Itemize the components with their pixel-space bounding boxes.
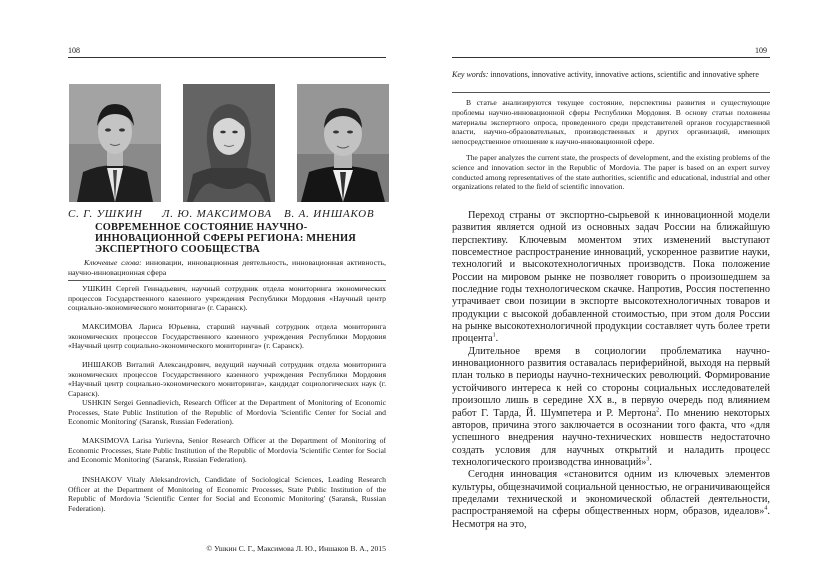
footnote-ref-3: 3 [646,456,650,463]
page-number-left: 108 [68,46,80,55]
author-photo-ushkin [69,84,161,202]
portrait-man-2-icon [297,84,389,202]
keywords-ru-label: Ключевые слова: [84,258,142,267]
bio-ushkin-ru: УШКИН Сергей Геннадьевич, научный сотрудник отдела мониторинга экономических процессов Государственного казенного учреждения Республики Мордовия «Научный центр социально-экономического мониторинга» (г. Саранск). [68,284,386,313]
abstract-en: The paper analyzes the current state, the prospects of development, and the existing problems of the science and innovation sector in the Republic of Mordovia. The paper is based on an expert survey conducted among representatives of the state authorities, scientific and educational, industrial and other organizations related to the field of scientific innovation. [452,153,770,192]
footnote-ref-4: 4 [764,505,768,512]
author-photo-inshakov [297,84,389,202]
copyright: © Ушкин С. Г., Максимова Л. Ю., Иншаков В. А., 2015 [206,544,386,553]
body-paragraph-3-text: Сегодня инновация «становится одним из ключевых элементов культуры, общезначимой социальной ценностью, не ограничивающейся пределами технической и экономической областей деятельности, распространяемой на сферы общественных норм, образов, идеалов» [452,469,770,518]
page-number-right: 109 [755,46,767,55]
keywords-en-label: Key words: [452,70,489,79]
keywords-ru-text: инновации, инновационная деятельность, инновационная активность, научно-инновационная сфера [68,258,386,277]
keywords-en [452,70,770,80]
bio-inshakov-en: INSHAKOV Vitaly Aleksandrovich, Candidate of Sociological Sciences, Leading Research Officer at the Department of Monitoring of Economic Processes, State Public Institution of the Republic of Mordovia 'Scientific Center for Social and Economic Monitoring' (Saransk, Russian Federation). [68,475,386,514]
author-name-maksimova: Л. Ю. МАКСИМОВА [162,208,272,220]
header-rule-left [68,57,386,58]
body-paragraph-1: Переход страны от экспортно-сырьевой к инновационной модели развития является одной из основных задач России на ближайшую перспективу. Ключевым моментом этих изменений выступают повсеместное распространение инноваций, ускоренное развитие науки, технологий и высокотехнологичных производств. Пока положение России на мировом рынке не позволяет говорить о произошедшем за последние годы технологическом скачке. Напротив, Россия постепенно утрачивает свои позиции в экспорте высокотехнологичных товаров и продукции с высокой добавленной стоимостью, при этом доля России на рынке высокотехнологичной продукции составляет чуть более трети процента$^1$. [452,210,770,345]
keywords-en-text: innovations, innovative activity, innovative actions, scientific and innovative sphere [488,70,759,79]
body-paragraph-2-text: Длительное время в социологии проблематика научно-инновационного развития оставалась периферийной, выходя на первый план только в периоды научно-технических революций. Формирование устойчивого интереса к ней со стороны социальных исследователей произошло лишь в середине XX в., в первую очередь под влиянием работ Г. Тарда, Й. Шумпетера и Р. Мертона [452,345,770,419]
footnote-ref-1: 1 [492,333,496,340]
article-body [452,210,770,531]
keywords-ru [68,258,386,278]
bio-ushkin-en: USHKIN Sergei Gennadievich, Research Officer at the Department of Monitoring of Economic Processes, State Public Institution of the Republic of Mordovia 'Scientific Center for Social and Economic Monitoring' (Saransk, Russian Federation). [68,398,386,427]
abstract-ru: В статье анализируются текущее состояние, перспективы развития и существующие проблемы научно-инновационной сферы Республики Мордовия. В основу статьи положены материалы экспертного опроса, проведенного среди представителей органов государственной власти, научно-образовательных, производственных и других организаций, имеющих непосредственное отношение к научно-инновационной сфере. [452,98,770,147]
body-paragraph-2-text-b: . По мнению некоторых авторов, причина этого заключается в осознании того факта, что «для успешного внедрения научно-технических новшеств недостаточно создать условия для научных открытий и наладить процесс технологического производства инноваций» [452,407,771,468]
author-photo-maksimova [183,84,275,202]
body-paragraph-3 [452,469,770,531]
bio-maksimova-en: MAKSIMOVA Larisa Yurievna, Senior Research Officer at the Department of Monitoring of Economic Processes, State Public Institution of the Republic of Mordovia 'Scientific Center for Social and Economic Monitoring' (Saransk, Russian Federation). [68,436,386,465]
body-paragraph-1-text: Переход страны от экспортно-сырьевой к инновационной модели развития является одной из основных задач России на ближайшую перспективу. Ключевым моментом этих изменений выступают повсеместное распространение инноваций, ускоренное развитие науки, технологий и высокотехнологичных производств. Пока положение России на мировом рынке не позволяет говорить о произошедшем за последние годы технологическом скачке. Напротив, Россия постепенно утрачивает свои позиции в экспорте высокотехнологичных товаров и продукции с высокой добавленной стоимостью, при этом доля России на рынке высокотехнологичной продукции составляет чуть более трети процента [452,210,770,345]
portrait-woman-icon [183,84,275,202]
bio-maksimova-ru: МАКСИМОВА Лариса Юрьевна, старший научный сотрудник отдела мониторинга экономических процессов Государственного казенного учреждения Республики Мордовия «Научный центр социально-экономического мониторинга» (г. Саранск). [68,322,386,351]
header-rule-right [452,57,770,58]
portrait-man-1-icon [69,84,161,202]
separator-left [68,280,386,281]
footnote-ref-2: 2 [656,407,660,414]
body-paragraph-3-text-b: . Несмотря на это, [452,506,770,530]
author-name-ushkin: С. Г. УШКИН [68,208,143,220]
separator-right [452,92,770,93]
body-paragraph-2: Длительное время в социологии проблематика научно-инновационного развития оставалась периферийной, выходя на первый план только в периоды научно-технических революций. Формирование устойчивого интереса к ней со стороны социальных исследователей произошло лишь в середине XX в., в первую очередь под влиянием работ Г. Тарда, Й. Шумпетера и Р. Мертона$^2$. По мнению некоторых авторов, причина этого заключается в осознании того факта, что «для успешного внедрения научно-технических новшеств недостаточно создать условия для научных открытий и наладить процесс технологического производства инноваций»$^3$. [452,345,771,468]
bio-inshakov-ru: ИНШАКОВ Виталий Александрович, ведущий научный сотрудник отдела мониторинга экономических процессов Государственного казенного учреждения Республики Мордовия «Научный центр социально-экономического мониторинга», кандидат социологических наук (г. Саранск). [68,360,386,399]
article-title: СОВРЕМЕННОЕ СОСТОЯНИЕ НАУЧНО-ИННОВАЦИОННОЙ СФЕРЫ РЕГИОНА: МНЕНИЯ ЭКСПЕРТНОГО СООБЩЕСТВА [95,222,356,255]
author-name-inshakov: В. А. ИНШАКОВ [284,208,375,220]
